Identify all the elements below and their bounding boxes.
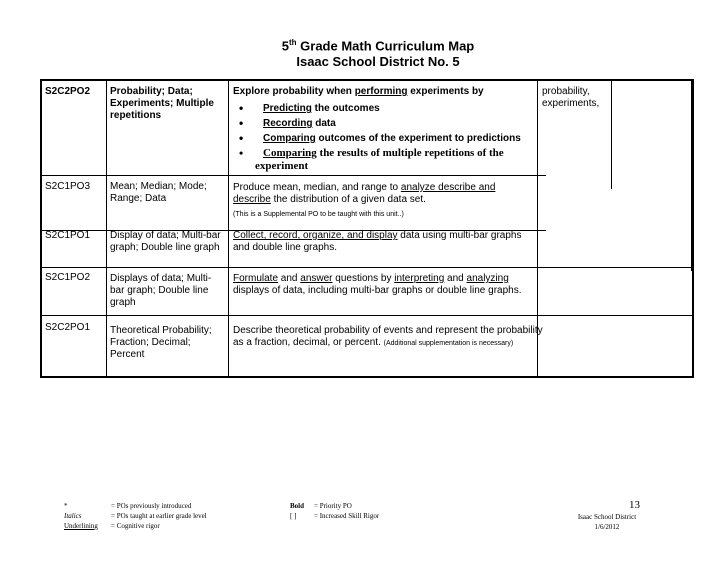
page-title <box>0 35 728 70</box>
legend-symbol: * <box>64 502 68 510</box>
list-item: • Recording data <box>233 116 533 131</box>
legend-symbol: [ ] <box>290 512 297 520</box>
row-code: S2C1PO2 <box>45 272 91 283</box>
row-topic: Mean; Median; Mode; Range; Data <box>110 181 207 204</box>
footer-date: 1/6/2012 <box>594 523 620 531</box>
list-item: • Comparing outcomes of the experiment to predictions <box>233 131 533 146</box>
legend-left <box>64 501 207 531</box>
legend-text: = POs taught at earlier grade level <box>111 512 207 520</box>
row-description <box>233 86 533 172</box>
supplemental-note: (Additional supplementation is necessary) <box>383 340 514 347</box>
row-divider <box>40 267 694 268</box>
col-divider <box>611 79 612 189</box>
row-code: S2C1PO1 <box>45 230 91 241</box>
subtitle: Isaac School District No. 5 <box>296 54 460 70</box>
legend-mid <box>290 501 379 521</box>
row-description: Collect, record, organize, and display data using multi-bar graphs and double line graphs. <box>233 230 522 253</box>
col-divider <box>228 79 229 377</box>
footer-right <box>560 499 640 532</box>
legend-text: = Increased Skill Rigor <box>314 512 380 520</box>
row-topic: Displays of data; Multi-bar graph; Double line graph <box>110 273 212 308</box>
legend-text: = Priority PO <box>314 502 352 510</box>
legend-symbol: Bold <box>290 502 305 510</box>
col-divider <box>106 79 107 377</box>
row-topic: Display of data; Multi-bar graph; Double line graph <box>110 230 221 253</box>
row-description: Formulate and answer questions by interpreting and analyzing displays of data, including multi-bar graphs or double line graphs. <box>233 273 522 296</box>
legend-symbol: Italics <box>64 512 82 520</box>
title-line: 5th Grade Math Curriculum Map <box>281 38 475 54</box>
supplemental-note: (This is a Supplemental PO to be taught with this unit..) <box>233 211 404 218</box>
table-border-bottom <box>40 376 694 378</box>
legend-text: = POs previously introduced <box>111 502 192 510</box>
legend-symbol: Underlining <box>64 522 98 530</box>
row-divider <box>40 175 546 176</box>
table-border-left <box>40 79 42 377</box>
list-item-continuation: experiment <box>255 160 309 172</box>
row-description: Produce mean, median, and range to analyze describe and describe the distribution of a given data set. (This is a Supplemental PO to be taught with this unit..) <box>233 182 533 219</box>
district-name: Isaac School District <box>577 513 637 521</box>
desc-intro: Explore probability when performing experiments by <box>233 86 484 97</box>
page-number: 13 <box>629 499 640 511</box>
row-topic: Probability; Data; Experiments; Multiple repetitions <box>110 86 214 121</box>
row-topic: Theoretical Probability; Fraction; Decimal; Percent <box>110 325 212 360</box>
legend-text: = Cognitive rigor <box>111 522 160 530</box>
row-code: S2C1PO3 <box>45 181 91 192</box>
row-divider <box>40 315 694 316</box>
list-item: • Predicting the outcomes <box>233 101 533 116</box>
table-border-top <box>40 79 694 81</box>
col-divider-extra <box>691 79 693 271</box>
row-vocabulary: probability, experiments, <box>542 86 600 109</box>
row-code: S2C2PO2 <box>45 86 91 97</box>
row-description: Describe theoretical probability of events and represent the probability as a fraction, decimal, or percent. (Additional supplementation is necessary) <box>233 325 543 348</box>
row-code: S2C2PO1 <box>45 322 91 333</box>
list-item: • Comparing the results of multiple repetitions of the <box>233 146 533 161</box>
